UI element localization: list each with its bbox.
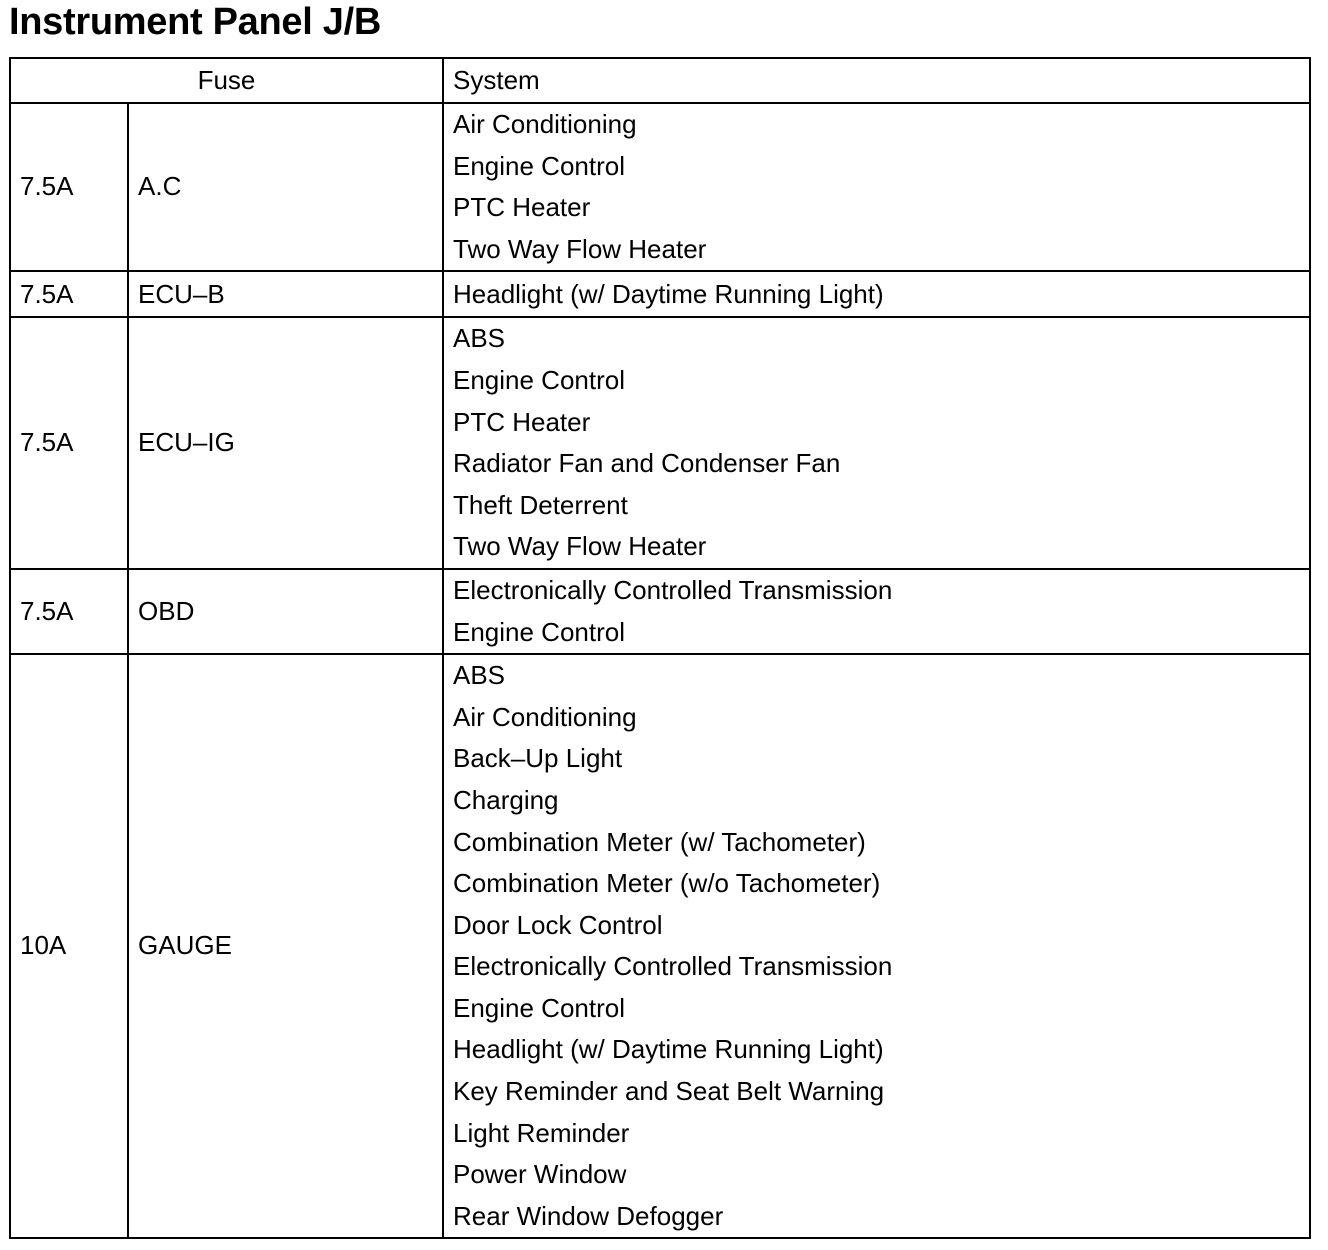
table-row <box>10 654 1310 1238</box>
system-item: Back–Up Light <box>453 743 623 774</box>
fuse-name-cell: ECU–B <box>128 271 443 317</box>
fuse-rating-cell: 7.5A <box>10 271 128 317</box>
system-item: Two Way Flow Heater <box>453 233 707 264</box>
system-item: Engine Control <box>453 616 625 647</box>
system-item: Radiator Fan and Condenser Fan <box>453 448 841 479</box>
system-item: Door Lock Control <box>453 909 663 940</box>
system-item: Light Reminder <box>453 1117 630 1148</box>
fuse-column-header: Fuse <box>10 58 443 103</box>
fuse-name-cell: A.C <box>128 103 443 271</box>
system-item: Headlight (w/ Daytime Running Light) <box>453 1034 884 1065</box>
table-row <box>10 271 1310 317</box>
table-header-row <box>10 58 1310 103</box>
system-item: Headlight (w/ Daytime Running Light) <box>453 278 884 309</box>
table-row <box>10 103 1310 271</box>
system-item: ABS <box>453 660 506 691</box>
system-item: Combination Meter (w/ Tachometer) <box>453 826 866 857</box>
system-item: Two Way Flow Heater <box>453 531 707 562</box>
system-item: Electronically Controlled Transmission <box>453 574 893 605</box>
fuse-rating-cell: 7.5A <box>10 317 128 569</box>
system-item: Engine Control <box>453 364 625 395</box>
page-title: Instrument Panel J/B <box>9 1 381 43</box>
system-list-cell <box>443 317 1310 569</box>
system-list-cell <box>443 271 1310 317</box>
system-item: PTC Heater <box>453 192 591 223</box>
system-item: Charging <box>453 784 559 815</box>
table-row <box>10 317 1310 569</box>
fuse-name-cell: OBD <box>128 569 443 654</box>
system-item: Key Reminder and Seat Belt Warning <box>453 1076 885 1107</box>
table-body <box>10 103 1310 1238</box>
system-column-header: System <box>443 58 1310 103</box>
system-item: Engine Control <box>453 150 625 181</box>
system-list-cell <box>443 103 1310 271</box>
system-item: Electronically Controlled Transmission <box>453 951 893 982</box>
system-item: Power Window <box>453 1159 627 1190</box>
system-list-cell <box>443 654 1310 1238</box>
system-item: Engine Control <box>453 992 625 1023</box>
system-item: Rear Window Defogger <box>453 1200 724 1231</box>
fuse-table <box>9 57 1311 1239</box>
fuse-name-cell: GAUGE <box>128 654 443 1238</box>
system-item: ABS <box>453 323 506 354</box>
system-list-cell <box>443 569 1310 654</box>
fuse-rating-cell: 10A <box>10 654 128 1238</box>
fuse-name-cell: ECU–IG <box>128 317 443 569</box>
fuse-rating-cell: 7.5A <box>10 569 128 654</box>
table-row <box>10 569 1310 654</box>
system-item: PTC Heater <box>453 406 591 437</box>
fuse-rating-cell: 7.5A <box>10 103 128 271</box>
system-item: Air Conditioning <box>453 701 637 732</box>
system-item: Combination Meter (w/o Tachometer) <box>453 868 881 899</box>
system-item: Theft Deterrent <box>453 489 628 520</box>
system-item: Air Conditioning <box>453 109 637 139</box>
